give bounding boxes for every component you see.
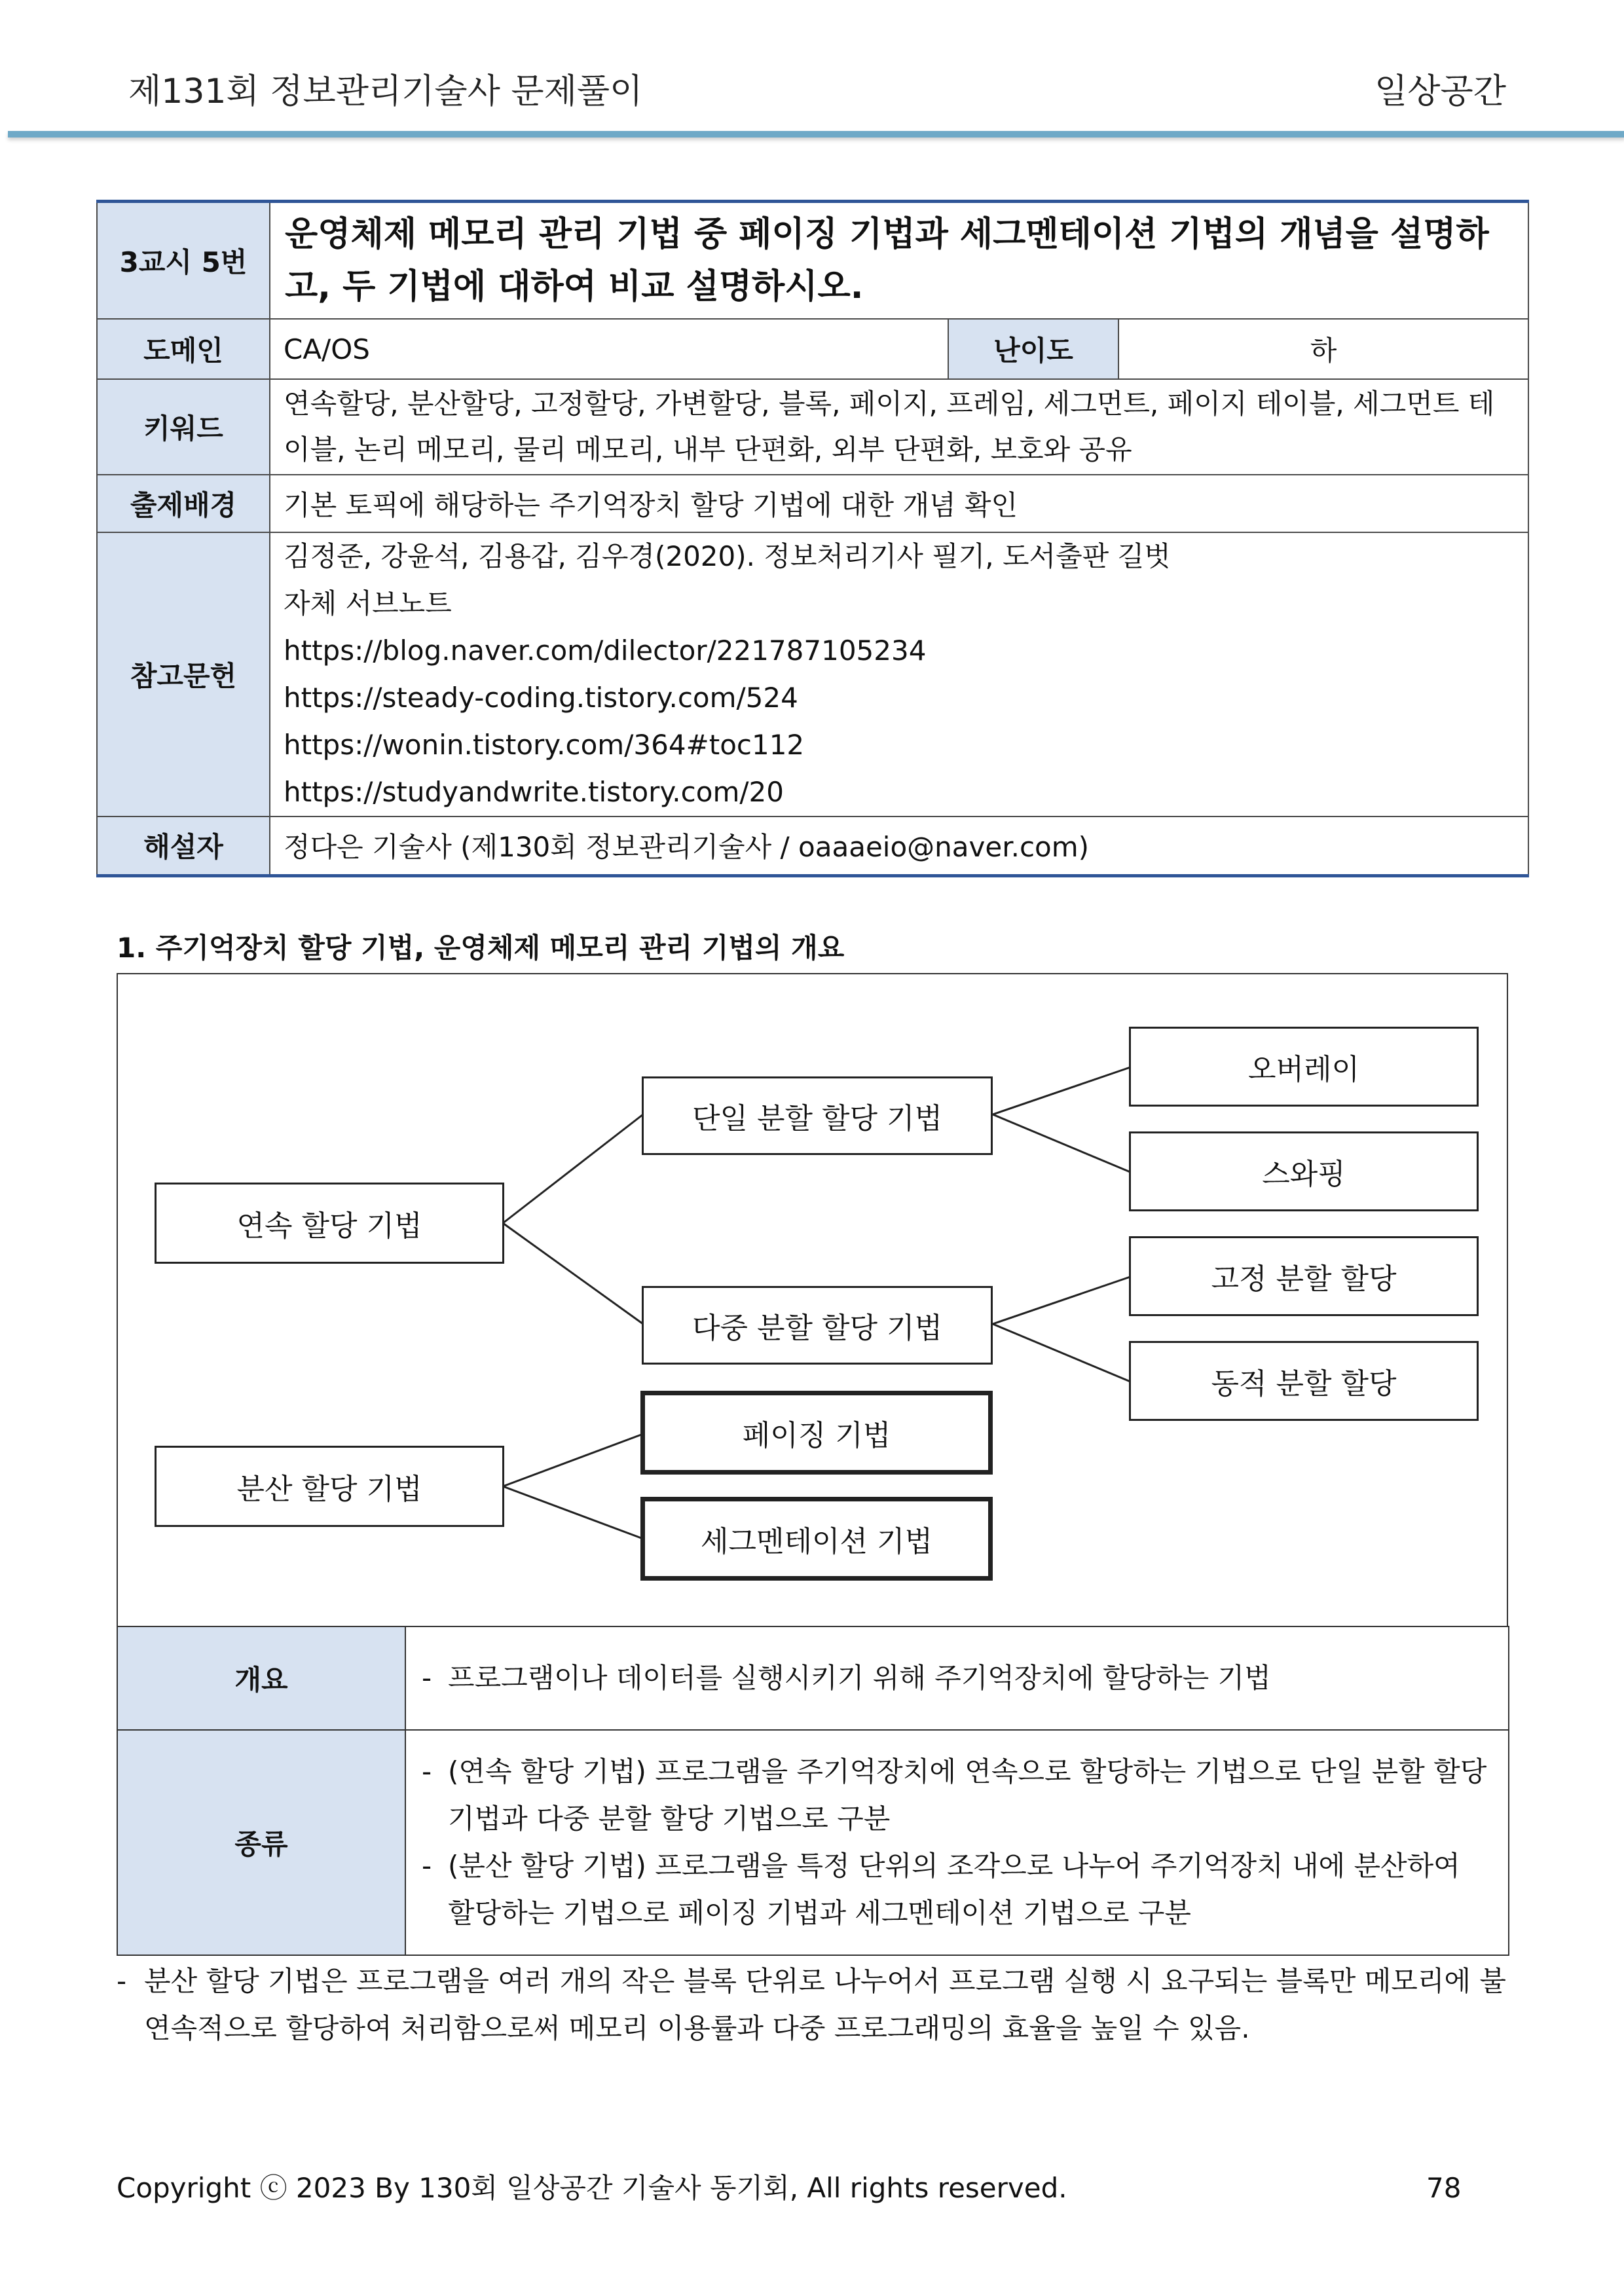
connector-line xyxy=(993,1114,1130,1172)
type-item-distributed: (분산 할당 기법) 프로그램을 특정 단위의 조각으로 나누어 주기억장치 내에 분산하여 할당하는 기법으로 페이징 기법과 세그멘테이션 기법으로 구분 xyxy=(448,1850,1460,1929)
session-label: 3교시 5번 xyxy=(97,202,270,320)
allocation-diagram xyxy=(117,973,1508,1626)
author-label: 해설자 xyxy=(97,817,270,875)
note-text: 분산 할당 기법은 프로그램을 여러 개의 작은 블록 단위로 나누어서 프로그램 실행 시 요구되는 블록만 메모리에 불연속적으로 할당하여 처리함으로써 메모리 이용률과 다중 프로그래밍의 효율을 높일 수 있음. xyxy=(144,1965,1506,2044)
reference-link[interactable]: https://steady-coding.tistory.com/524 xyxy=(284,682,798,714)
connector-line xyxy=(993,1277,1130,1324)
bullet-dash: - xyxy=(422,1662,432,1694)
references-list xyxy=(270,532,1528,817)
bullet-dash: - xyxy=(422,1755,432,1788)
reference-item: 자체 서브노트 xyxy=(284,587,452,619)
segmentation-box: 세그멘테이션 기법 xyxy=(640,1497,993,1581)
overview-label: 개요 xyxy=(117,1626,405,1730)
types-label: 종류 xyxy=(117,1730,405,1955)
section-heading: 1. 주기억장치 할당 기법, 운영체제 메모리 관리 기법의 개요 xyxy=(117,932,845,964)
footer-copyright: Copyright ⓒ 2023 By 130회 일상공간 기술사 동기회, All rights reserved. xyxy=(117,2172,1067,2204)
connector-line xyxy=(503,1434,643,1486)
page-header-title: 제131회 정보관리기술사 문제풀이 xyxy=(128,72,643,111)
background-value: 기본 토픽에 해당하는 주기억장치 할당 기법에 대한 개념 확인 xyxy=(270,475,1528,532)
types-cell xyxy=(405,1730,1509,1955)
author-value: 정다은 기술사 (제130회 정보관리기술사 / oaaaeio@naver.com) xyxy=(270,817,1528,875)
header-divider xyxy=(8,131,1624,138)
question-text: 운영체제 메모리 관리 기법 중 페이징 기법과 세그멘테이션 기법의 개념을 설명하고, 두 기법에 대하여 비교 설명하시오. xyxy=(270,202,1528,320)
bullet-dash: - xyxy=(117,1965,127,1997)
distributed-allocation-box: 분산 할당 기법 xyxy=(155,1446,504,1527)
connector-line xyxy=(503,1114,643,1223)
overview-text: 프로그램이나 데이터를 실행시키기 위해 주기억장치에 할당하는 기법 xyxy=(448,1662,1271,1694)
reference-link[interactable]: https://wonin.tistory.com/364#toc112 xyxy=(284,729,805,761)
contiguous-allocation-box: 연속 할당 기법 xyxy=(155,1183,504,1264)
reference-link[interactable]: https://studyandwrite.tistory.com/20 xyxy=(284,776,784,808)
multi-partition-box: 다중 분할 할당 기법 xyxy=(642,1286,993,1365)
difficulty-value: 하 xyxy=(1118,319,1528,379)
keywords-label: 키워드 xyxy=(97,379,270,475)
page-number: 78 xyxy=(1426,2172,1462,2204)
type-item-contiguous: (연속 할당 기법) 프로그램을 주기억장치에 연속으로 할당하는 기법으로 단일 분할 할당 기법과 다중 분할 할당 기법으로 구분 xyxy=(448,1755,1487,1835)
domain-label: 도메인 xyxy=(97,319,270,379)
paging-box: 페이징 기법 xyxy=(640,1391,993,1475)
single-partition-box: 단일 분할 할당 기법 xyxy=(642,1076,993,1155)
reference-item: 김정준, 강윤석, 김용갑, 김우경(2020). 정보처리기사 필기, 도서출판 길벗 xyxy=(284,540,1171,572)
overlay-box: 오버레이 xyxy=(1129,1027,1479,1107)
connector-line xyxy=(503,1223,643,1324)
question-info-table xyxy=(96,200,1529,877)
connector-line xyxy=(503,1486,643,1539)
domain-value: CA/OS xyxy=(270,319,948,379)
fixed-partition-box: 고정 분할 할당 xyxy=(1129,1236,1479,1316)
difficulty-label: 난이도 xyxy=(948,319,1118,379)
connector-line xyxy=(993,1067,1130,1114)
note-paragraph xyxy=(117,1958,1511,2052)
bullet-dash: - xyxy=(422,1850,432,1882)
background-label: 출제배경 xyxy=(97,475,270,532)
overview-cell xyxy=(405,1626,1509,1730)
overview-table xyxy=(117,1626,1509,1956)
page-header-brand: 일상공간 xyxy=(1375,72,1506,111)
reference-link[interactable]: https://blog.naver.com/dilector/221787105234 xyxy=(284,634,927,667)
dynamic-partition-box: 동적 분할 할당 xyxy=(1129,1341,1479,1421)
references-label: 참고문헌 xyxy=(97,532,270,817)
keywords-value: 연속할당, 분산할당, 고정할당, 가변할당, 블록, 페이지, 프레임, 세그먼트, 페이지 테이블, 세그먼트 테이블, 논리 메모리, 물리 메모리, 내부 단편화, 외부 단편화, 보호와 공유 xyxy=(270,379,1528,475)
connector-line xyxy=(993,1324,1130,1382)
swapping-box: 스와핑 xyxy=(1129,1131,1479,1211)
